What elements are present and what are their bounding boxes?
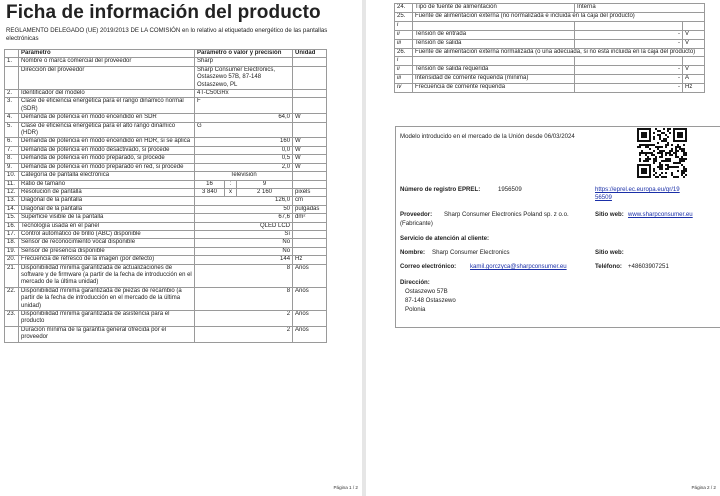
table-row-ratio [5, 180, 327, 188]
sub-unit: V [683, 66, 705, 75]
table-header [5, 50, 327, 58]
sub-index: iv [395, 84, 413, 93]
row-parameter: Disponibilidad mínima garantizada de piezas de recambio (a partir de la fecha de introducción en el mercado de la última unidad) [19, 287, 195, 310]
row-index: 2. [5, 90, 19, 98]
row-unit: Años [293, 326, 327, 342]
row-parameter: Dirección del proveedor [19, 66, 195, 89]
row-value: 64,0 [195, 114, 293, 122]
row-parameter: Clase de eficiencia energética para el alto rango dinámico (HDR) [19, 122, 195, 138]
row-parameter: Clase de eficiencia energética para el rango dinámico normal (SDR) [19, 98, 195, 114]
eprel-link[interactable]: https://eprel.ec.europa.eu/qr/19 [595, 186, 680, 193]
sub-parameter: Tensión de salida requerida [413, 66, 575, 75]
website2-label: Sitio web: [595, 249, 624, 256]
sub-value: - [575, 66, 683, 75]
row-unit [293, 66, 327, 89]
email-link[interactable]: kamil.gorczyca@sharpconsumer.eu [470, 263, 567, 270]
row-value: 0,5 [195, 155, 293, 163]
table-row [5, 90, 327, 98]
sub-value: - [575, 84, 683, 93]
table-row [5, 197, 327, 205]
sub-row [395, 66, 705, 75]
table-row [5, 239, 327, 247]
row-unit: Años [293, 287, 327, 310]
row-index: 25. [395, 12, 413, 21]
row-unit [293, 180, 327, 188]
table-row [5, 256, 327, 264]
name-label: Nombre: [400, 249, 426, 256]
row-index [5, 66, 19, 89]
row-unit [293, 230, 327, 238]
row-parameter: Superficie visible de la pantalla [19, 214, 195, 222]
supplier-label: Proveedor: [400, 211, 433, 218]
row-index: 24. [395, 4, 413, 13]
row-unit: pixels [293, 188, 327, 196]
page-title: Ficha de información del producto [6, 2, 321, 23]
row-parameter: Demanda de potencia en modo encendido en SDR [19, 114, 195, 122]
power-supply-table [394, 3, 705, 93]
row-parameter: Diagonal de la pantalla [19, 205, 195, 213]
row-unit: Hz [293, 256, 327, 264]
row-index: 12. [5, 188, 19, 196]
address-line: Polonia [405, 306, 426, 313]
row-index: 19. [5, 247, 19, 255]
row-index: 16. [5, 222, 19, 230]
row-value-b: 2 160 [237, 188, 293, 196]
market-intro: Modelo introducido en el mercado de la Unión desde 06/03/2024 [400, 133, 575, 140]
row-value: Sí [195, 230, 293, 238]
sub-unit: V [683, 30, 705, 39]
table-row [5, 264, 327, 287]
sub-value: - [575, 75, 683, 84]
supplier-role: (Fabricante) [400, 220, 433, 227]
row-unit: Años [293, 264, 327, 287]
row-parameter: Disponibilidad mínima garantizada de actualizaciones de software y de firmware (a partir de la fecha de introducción en el mercado de la última unidad) [19, 264, 195, 287]
table-row [5, 230, 327, 238]
address-line: Ostaszewo 57B [405, 288, 448, 295]
row-parameter: Fuente de alimentación externa (no normalizada e incluida en la caja del producto) [413, 12, 705, 21]
row-parameter: Duración mínima de la garantía general ofrecida por el proveedor [19, 326, 195, 342]
row-value: G [195, 122, 293, 138]
name-value: Sharp Consumer Electronics [432, 249, 510, 256]
row-index: 20. [5, 256, 19, 264]
row-value: 8 [195, 287, 293, 310]
row-index: 4. [5, 114, 19, 122]
table-row [5, 98, 327, 114]
sub-value [575, 57, 683, 66]
row-unit [293, 98, 327, 114]
table-row-resolution [5, 188, 327, 196]
table-row [5, 247, 327, 255]
sub-unit [683, 21, 705, 30]
row-parameter: Ratio de tamaño [19, 180, 195, 188]
row-value: 2,0 [195, 163, 293, 171]
product-info-table [4, 49, 327, 343]
row-index: 6. [5, 138, 19, 146]
row-unit [293, 239, 327, 247]
row-parameter: Sensor de reconocimiento vocal disponible [19, 239, 195, 247]
sub-row [395, 57, 705, 66]
table-row [5, 114, 327, 122]
sub-index: ii [395, 66, 413, 75]
row-index: 15. [5, 214, 19, 222]
table-row [5, 311, 327, 327]
row-parameter: Fuente de alimentación externa normalizada (o una adecuada, si no está incluida en la caja del producto) [413, 48, 705, 57]
sub-index: ii [395, 30, 413, 39]
row-index: 21. [5, 264, 19, 287]
row-value: 2 [195, 326, 293, 342]
sub-row [395, 75, 705, 84]
sub-parameter [413, 21, 575, 30]
row-value: 4T-C50GRx [195, 90, 293, 98]
header-index [5, 50, 19, 58]
row-unit: W [293, 163, 327, 171]
sub-parameter: Frecuencia de corriente requerida [413, 84, 575, 93]
row-value: Sharp [195, 58, 293, 66]
row-index: 13. [5, 197, 19, 205]
row-parameter: Diagonal de la pantalla [19, 197, 195, 205]
table-row [5, 326, 327, 342]
sub-parameter: Intensidad de corriente requerida (mínima) [413, 75, 575, 84]
row-value: 160 [195, 138, 293, 146]
row-parameter: Demanda de potencia en modo preparado, si procede [19, 155, 195, 163]
eprel-label: Número de registro EPREL: [400, 186, 481, 193]
row-value: 8 [195, 264, 293, 287]
row-parameter: Resolución de pantalla [19, 188, 195, 196]
row-unit: W [293, 138, 327, 146]
table-row [5, 146, 327, 154]
row-value-b: 9 [237, 180, 293, 188]
section-header [395, 12, 705, 21]
row-index: 23. [5, 311, 19, 327]
row-separator: x [225, 188, 237, 196]
address-line: 87-148 Ostaszewo [405, 297, 456, 304]
row-parameter: Frecuencia de refresco de la imagen (por defecto) [19, 256, 195, 264]
address-label: Dirección: [400, 279, 430, 286]
row-parameter: Demanda de potencia en modo preparado en red, si procede [19, 163, 195, 171]
eprel-link-cont[interactable]: 56509 [595, 194, 612, 201]
table-row [5, 163, 327, 171]
row-unit [293, 122, 327, 138]
row-value: F [195, 98, 293, 114]
service-title: Servicio de atención al cliente: [400, 235, 490, 242]
sub-unit: A [683, 75, 705, 84]
row-value: 0,0 [195, 146, 293, 154]
row-unit: cm [293, 197, 327, 205]
row-value: No [195, 239, 293, 247]
row-index: 14. [5, 205, 19, 213]
row-parameter: Tipo de fuente de alimentación [413, 4, 575, 13]
sub-parameter: Tensión de entrada [413, 30, 575, 39]
table-row [5, 172, 327, 180]
row-value: Televisión [195, 172, 293, 180]
row-index: 18. [5, 239, 19, 247]
header-value: Parámetro o valor y precisión [195, 50, 293, 58]
row-unit: Años [293, 311, 327, 327]
sub-unit [683, 57, 705, 66]
row-unit [293, 172, 327, 180]
row-parameter: Disponibilidad mínima garantizada de asistencia para el producto [19, 311, 195, 327]
row-index: 8. [5, 155, 19, 163]
row-index: 1. [5, 58, 19, 66]
table-row [5, 214, 327, 222]
sub-unit: Hz [683, 84, 705, 93]
sub-row [395, 21, 705, 30]
table-row [5, 66, 327, 89]
table-row [5, 122, 327, 138]
page-number-2: Página 2 / 2 [691, 485, 716, 490]
table-row [5, 138, 327, 146]
sub-index: i [395, 21, 413, 30]
row-value: 126,0 [195, 197, 293, 205]
row-value: Interna [575, 4, 705, 13]
row-parameter: Control automático de brillo (ABC) disponible [19, 230, 195, 238]
regulation-text: REGLAMENTO DELEGADO (UE) 2019/2013 DE LA COMISIÓN en lo relativo al etiquetado energético de las pantallas electrónicas [6, 27, 328, 42]
row-unit [293, 90, 327, 98]
sub-unit: V [683, 39, 705, 48]
row-separator: : [225, 180, 237, 188]
row-index: 17. [5, 230, 19, 238]
row-parameter: Identificador del modelo [19, 90, 195, 98]
sub-parameter: Tensión de salida [413, 39, 575, 48]
row-index: 7. [5, 146, 19, 154]
header-parameter: Parámetro [19, 50, 195, 58]
sub-index: i [395, 57, 413, 66]
row-index: 9. [5, 163, 19, 171]
row-parameter: Nombre o marca comercial del proveedor [19, 58, 195, 66]
sub-index: iii [395, 39, 413, 48]
row-index: 5. [5, 122, 19, 138]
phone-value: +48603907251 [628, 263, 669, 270]
eprel-number: 1956509 [498, 186, 522, 193]
row-unit [293, 58, 327, 66]
website-label: Sitio web: [595, 211, 624, 218]
sub-value: - [575, 39, 683, 48]
sub-value: - [575, 30, 683, 39]
row-parameter: Demanda de potencia en modo encendido en HDR, si se aplica [19, 138, 195, 146]
row-unit: pulgadas [293, 205, 327, 213]
row-parameter: Categoría de pantalla electrónica [19, 172, 195, 180]
qr-code[interactable] [637, 128, 687, 178]
row-unit: W [293, 155, 327, 163]
table-row [5, 58, 327, 66]
row-index: 11. [5, 180, 19, 188]
sub-parameter [413, 57, 575, 66]
table-row [5, 222, 327, 230]
sub-row [395, 30, 705, 39]
row-value: Sharp Consumer Electronics, Ostaszewo 57B, 87-148 Ostaszewo, PL [195, 66, 293, 89]
sub-row [395, 39, 705, 48]
table-row [5, 287, 327, 310]
row-value: No [195, 247, 293, 255]
row-index: 22. [5, 287, 19, 310]
row-value: 67,6 [195, 214, 293, 222]
row-value: 50 [195, 205, 293, 213]
row-unit: W [293, 146, 327, 154]
row-parameter: Sensor de presencia disponible [19, 247, 195, 255]
row-index: 10. [5, 172, 19, 180]
row-unit [293, 222, 327, 230]
sub-index: iii [395, 75, 413, 84]
row-unit [293, 247, 327, 255]
phone-label: Teléfono: [595, 263, 622, 270]
section-header [395, 48, 705, 57]
email-label: Correo electrónico: [400, 263, 457, 270]
page-number: Página 1 / 2 [333, 485, 358, 490]
header-unit: Unidad [293, 50, 327, 58]
row-index [5, 326, 19, 342]
row-parameter: Demanda de potencia en modo desactivado, si procede [19, 146, 195, 154]
row-value: 144 [195, 256, 293, 264]
row-index: 3. [5, 98, 19, 114]
row-index: 26. [395, 48, 413, 57]
row-value-a: 3 840 [195, 188, 225, 196]
row-unit: dm² [293, 214, 327, 222]
row-unit: W [293, 114, 327, 122]
sub-value [575, 21, 683, 30]
table-row [5, 155, 327, 163]
row-parameter: Tecnología usada en el panel [19, 222, 195, 230]
row-value: 2 [195, 311, 293, 327]
row-value: QLED LCD [195, 222, 293, 230]
website-link[interactable]: www.sharpconsumer.eu [628, 211, 693, 218]
table-row [5, 205, 327, 213]
supplier-value: Sharp Consumer Electronics Poland sp. z o.o. [444, 211, 569, 218]
row-value-a: 16 [195, 180, 225, 188]
sub-row [395, 84, 705, 93]
row-24 [395, 4, 705, 13]
